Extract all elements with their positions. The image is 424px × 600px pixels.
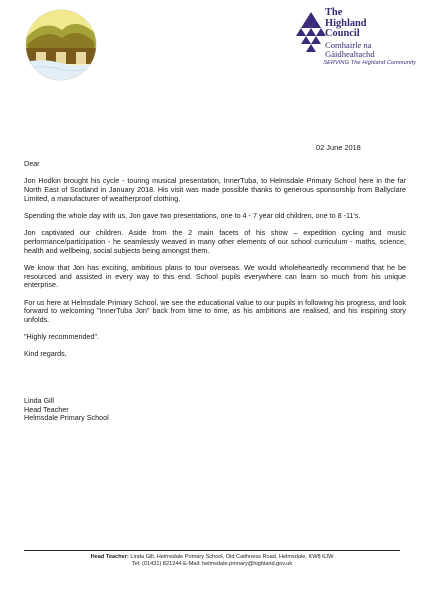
paragraph: Jon Hodkin brought his cycle - touring musical presentation, InnerTuba, to Helmsdale Primary School here in the far North East of Scotland in January 2018. His visit was made possible thanks to generous sponsorship from Ballyclare Limited, a manufacturer of weatherproof clothing.	[24, 176, 406, 203]
council-gaelic-name	[325, 41, 415, 60]
council-name	[325, 8, 415, 40]
paragraph: For us here at Helmsdale Primary School, we see the educational value to our pupils in following his progress, and look forward to welcoming "InnerTuba Jon" back from time to time, as his ambitions are realised, and his inspiring story unfolds.	[24, 297, 406, 324]
footer	[24, 554, 400, 568]
paragraph: Jon captivated our children. Aside from the 2 main facets of his show – expedition cycling and music performance/participation - he seamlessly weaved in many other elements of our school curriculum - maths, science, health and wellbeing, social subjects being amongst them.	[24, 228, 406, 255]
salutation: Dear	[24, 159, 40, 168]
tagline-serving: SERVING	[323, 60, 350, 66]
footer-label: Head Teacher:	[90, 554, 129, 560]
letter-date: 02 June 2018	[316, 143, 361, 152]
highland-council-logo	[292, 8, 416, 88]
footer-line-1	[24, 554, 400, 561]
paragraph: We know that Jon has exciting, ambitious plans to tour overseas. We would wholeheartedly recommend that he be resourced and assisted in every way to this end. School pupils everywhere can learn so much from his unique enterprise.	[24, 262, 406, 290]
signatory-school: Helmsdale Primary School	[24, 413, 109, 423]
letter-body	[24, 160, 406, 368]
council-gaelic-line: Comhairle na	[325, 40, 372, 50]
footer-address: Linda Gill, Helmsdale Primary School, Old Caithness Road, Helmsdale, KW8 6JW	[130, 554, 334, 560]
paragraph: "Highly recommended".	[24, 332, 100, 342]
council-tagline	[292, 60, 416, 66]
council-name-line: Highland	[325, 17, 367, 29]
footer-contact: Tel: (01431) 821244 E-Mail: helmsdale.primary@highland.gov.uk	[131, 561, 293, 568]
school-crest-logo	[24, 8, 98, 82]
signatory-name: Linda Gill	[24, 396, 54, 405]
council-name-line: The	[325, 7, 343, 18]
paragraph: Spending the whole day with us, Jon gave two presentations, one to 4 - 7 year old children, one to 8 -11's.	[24, 210, 361, 220]
signatory-title: Head Teacher	[24, 404, 69, 414]
footer-divider	[24, 550, 400, 551]
tagline-community: The Highland Community	[350, 60, 416, 66]
council-gaelic-line: Gàidhealtachd	[325, 49, 375, 60]
signature-block	[24, 397, 224, 423]
council-name-line: Council	[325, 28, 360, 40]
closing: Kind regards,	[24, 349, 67, 359]
